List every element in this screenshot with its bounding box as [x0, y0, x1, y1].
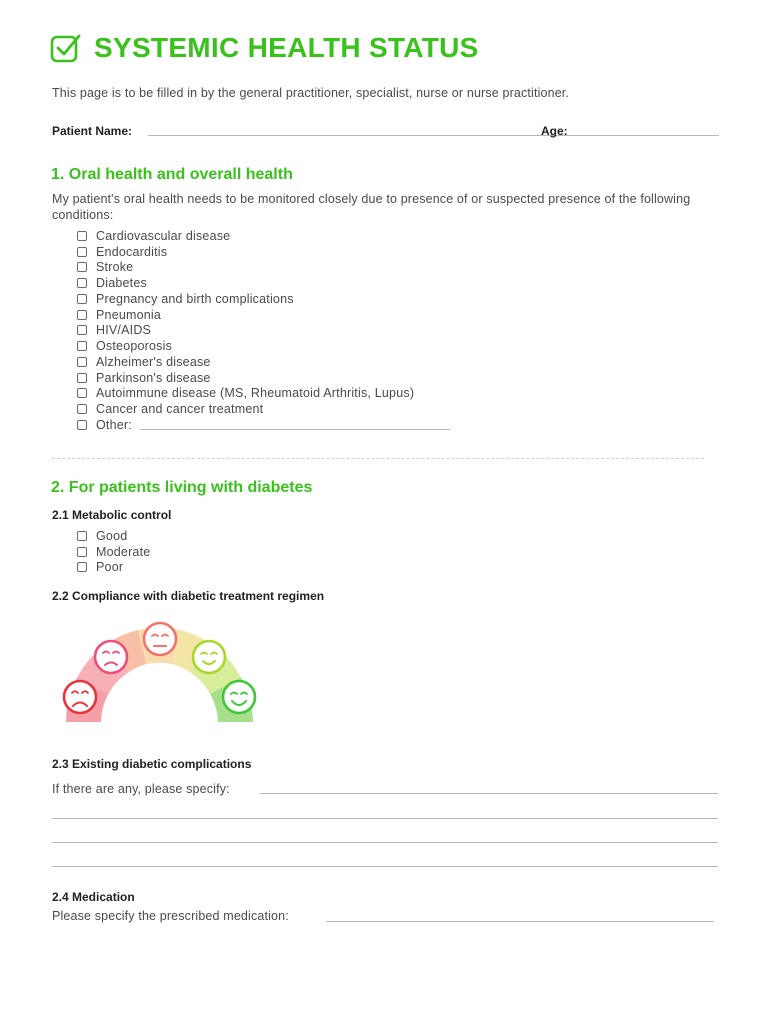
checkbox[interactable]	[77, 310, 87, 320]
checkbox[interactable]	[77, 531, 87, 541]
compliance-gauge	[58, 618, 268, 728]
checkbox[interactable]	[77, 341, 87, 351]
medication-field[interactable]	[326, 921, 714, 922]
condition-item	[77, 260, 450, 276]
condition-item	[77, 354, 450, 370]
condition-item	[77, 370, 450, 386]
intro-text: This page is to be filled in by the general practitioner, specialist, nurse or nurse practitioner.	[52, 86, 570, 100]
condition-label: Parkinson's disease	[96, 370, 211, 385]
conditions-checklist	[77, 228, 450, 433]
sad-face-icon[interactable]	[95, 641, 127, 673]
patient-info-row	[52, 124, 720, 140]
metabolic-checklist	[77, 528, 150, 575]
complications-row	[52, 782, 720, 796]
age-label: Age:	[541, 124, 568, 138]
checkbox[interactable]	[77, 373, 87, 383]
happy-face-icon[interactable]	[223, 681, 255, 713]
option-label: Good	[96, 528, 128, 543]
condition-label: Alzheimer's disease	[96, 354, 211, 369]
checkbox[interactable]	[77, 547, 87, 557]
neutral-face-icon[interactable]	[144, 623, 176, 655]
condition-label: Pregnancy and birth complications	[96, 291, 294, 306]
medication-row	[52, 909, 720, 923]
checkbox[interactable]	[77, 231, 87, 241]
option-label: Moderate	[96, 544, 151, 559]
condition-label: Cancer and cancer treatment	[96, 402, 264, 417]
condition-item	[77, 386, 450, 402]
checkbox-checked-icon	[50, 32, 82, 64]
checkbox[interactable]	[77, 247, 87, 257]
complications-prompt: If there are any, please specify:	[52, 782, 230, 796]
medication-prompt: Please specify the prescribed medication:	[52, 909, 289, 923]
other-label: Other:	[96, 417, 132, 432]
condition-label: Stroke	[96, 260, 134, 275]
option-label: Poor	[96, 560, 124, 575]
condition-item	[77, 323, 450, 339]
condition-item	[77, 244, 450, 260]
checkbox[interactable]	[77, 562, 87, 572]
metabolic-option	[77, 560, 150, 576]
patient-name-label: Patient Name:	[52, 124, 133, 138]
condition-item	[77, 291, 450, 307]
metabolic-control-title: 2.1 Metabolic control	[52, 508, 172, 522]
checkbox[interactable]	[77, 404, 87, 414]
patient-name-field[interactable]	[148, 135, 578, 136]
section2-title: 2. For patients living with diabetes	[51, 479, 313, 496]
compliance-title: 2.2 Compliance with diabetic treatment regimen	[52, 589, 325, 603]
section-divider	[52, 458, 704, 459]
condition-item-other	[77, 417, 450, 433]
complications-title: 2.3 Existing diabetic complications	[52, 757, 252, 771]
checkbox[interactable]	[77, 294, 87, 304]
metabolic-option	[77, 544, 150, 560]
condition-item	[77, 307, 450, 323]
condition-item	[77, 338, 450, 354]
other-field[interactable]	[140, 420, 450, 430]
condition-label: Autoimmune disease (MS, Rheumatoid Arthritis, Lupus)	[96, 386, 415, 401]
age-field[interactable]	[573, 135, 719, 136]
condition-item	[77, 228, 450, 244]
checkbox-other[interactable]	[77, 420, 87, 430]
medication-title: 2.4 Medication	[52, 890, 135, 904]
condition-label: HIV/AIDS	[96, 323, 152, 338]
page-title: SYSTEMIC HEALTH STATUS	[94, 32, 479, 63]
condition-label: Endocarditis	[96, 244, 168, 259]
complications-field-line[interactable]	[52, 842, 718, 843]
title-row	[50, 32, 479, 64]
section1-title: 1. Oral health and overall health	[51, 166, 293, 183]
checkbox[interactable]	[77, 325, 87, 335]
complications-field-line[interactable]	[52, 866, 718, 867]
checkbox[interactable]	[77, 262, 87, 272]
condition-label: Osteoporosis	[96, 339, 173, 354]
smiling-face-icon[interactable]	[193, 641, 225, 673]
checkbox[interactable]	[77, 388, 87, 398]
metabolic-option	[77, 528, 150, 544]
condition-label: Diabetes	[96, 276, 147, 291]
condition-label: Cardiovascular disease	[96, 228, 231, 243]
complications-field-line[interactable]	[52, 818, 718, 819]
very-sad-face-icon[interactable]	[64, 681, 96, 713]
checkbox[interactable]	[77, 278, 87, 288]
condition-item	[77, 401, 450, 417]
section1-description: My patient's oral health needs to be monitored closely due to presence of or suspected presence of the following conditions:	[52, 192, 691, 222]
checkbox[interactable]	[77, 357, 87, 367]
condition-label: Pneumonia	[96, 307, 162, 322]
condition-item	[77, 275, 450, 291]
complications-field[interactable]	[260, 793, 718, 794]
